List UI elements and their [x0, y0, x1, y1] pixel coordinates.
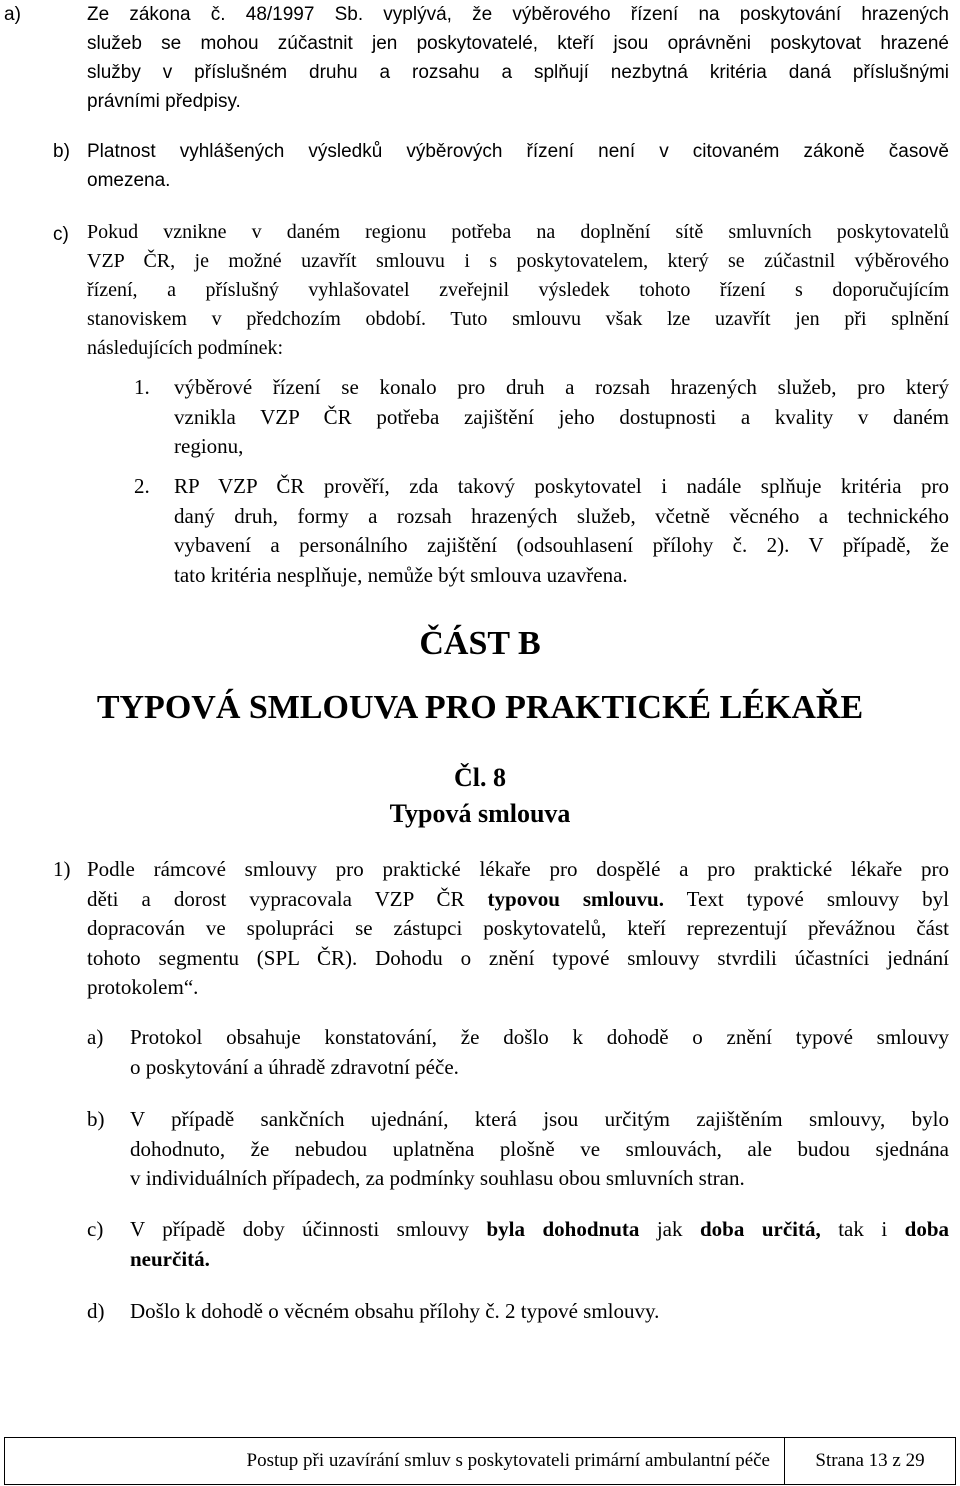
part-title: ČÁST B [419, 625, 541, 662]
paragraph-1-text: děti a dorost vypracovala VZP ČR [87, 886, 488, 911]
sub-item-b-line: v individuálních případech, za podmínky souhlasu obou smluvních stran. [130, 1166, 745, 1190]
sub-item-b-label: b) [87, 1107, 105, 1131]
paragraph-1-text: Text typové smlouvy byl [664, 886, 950, 911]
sub-item-a-line: o poskytování a úhradě zdravotní péče. [130, 1054, 459, 1079]
paragraph-1-line: protokolem“. [87, 975, 199, 999]
condition-1-line: výběrové řízení se konalo pro druh a rozsah hrazených služeb, pro který [174, 375, 949, 399]
condition-2-line: daný druh, formy a rozsah hrazených služeb, včetně věcného a technického [174, 503, 949, 528]
sub-item-c-line [130, 1245, 949, 1275]
item-a-line: služby v příslušném druhu a rozsahu a splňují nezbytná kritéria daná příslušnými [87, 62, 949, 83]
item-b-line: Platnost vyhlášených výsledků výběrových řízení není v citovaném zákoně časově [87, 141, 949, 162]
contract-title: TYPOVÁ SMLOUVA PRO PRAKTICKÉ LÉKAŘE [96, 689, 864, 726]
paragraph-1-line: tohoto segmentu (SPL ČR). Dohodu o znění typové smlouvy stvrdili účastníci jednání [87, 945, 949, 970]
sub-item-c-bold: doba určitá, [699, 1217, 821, 1241]
item-a-label: a) [4, 4, 21, 25]
condition-2-num: 2. [134, 474, 150, 498]
condition-1-line: regionu, [174, 434, 244, 458]
condition-1-num: 1. [134, 375, 150, 399]
paragraph-1-line [87, 885, 949, 915]
item-b-label: b) [53, 141, 70, 162]
item-c-line: VZP ČR, je možné uzavřít smlouvu i s poskytovatelem, který se zúčastnil výběrového [87, 250, 949, 272]
paragraph-1-line: dopracován ve spolupráci se zástupci poskytovatelů, kteří reprezentují převážnou část [87, 916, 949, 940]
paragraph-1-num: 1) [53, 857, 71, 881]
item-c-line: řízení, a příslušný vyhlašovatel zveřejnil výsledek tohoto řízení s doporučujícím [87, 279, 949, 301]
condition-2-line: tato kritéria nesplňuje, nemůže být smlouva uzavřena. [174, 562, 628, 587]
sub-item-d-line: Došlo k dohodě o věcném obsahu přílohy č. 2 typové smlouvy. [130, 1299, 660, 1323]
typova-smlouva-bold: typovou smlouvu. [487, 886, 664, 911]
paragraph-1-line: Podle rámcové smlouvy pro praktické lékaře pro dospělé a pro praktické lékaře pro [87, 857, 949, 881]
sub-item-c-bold: neurčitá. [130, 1246, 210, 1271]
sub-item-c-text: V případě doby účinnosti smlouvy [130, 1217, 487, 1241]
condition-1-line: vznikla VZP ČR potřeba zajištění jeho dostupnosti a kvality v daném [174, 404, 949, 429]
sub-item-c-text: jak [639, 1217, 700, 1241]
page-footer [4, 1437, 956, 1485]
item-c-line: Pokud vznikne v daném regionu potřeba na doplnění sítě smluvních poskytovatelů [87, 221, 949, 243]
footer-page-number: Strana 13 z 29 [815, 1450, 925, 1471]
footer-title: Postup při uzavírání smluv s poskytovateli primární ambulantní péče [5, 1438, 785, 1484]
condition-2-line: vybavení a personálního zajištění (odsouhlasení přílohy č. 2). V případě, že [174, 533, 949, 557]
item-b-line: omezena. [87, 170, 171, 191]
sub-item-c-line [130, 1215, 949, 1245]
item-a-line: služeb se mohou zúčastnit jen poskytovatelé, kteří jsou oprávněni poskytovat hrazené [87, 33, 949, 54]
condition-2-line: RP VZP ČR prověří, zda takový poskytovatel i nadále splňuje kritéria pro [174, 474, 949, 498]
item-a-line: Ze zákona č. 48/1997 Sb. vyplývá, že výběrového řízení na poskytování hrazených [87, 4, 949, 25]
sub-item-b-line: V případě sankčních ujednání, která jsou určitým zajištěním smlouvy, bylo [130, 1107, 949, 1131]
sub-item-a-line: Protokol obsahuje konstatování, že došlo k dohodě o znění typové smlouvy [130, 1025, 949, 1049]
sub-item-d-label: d) [87, 1299, 105, 1323]
sub-item-c-text: tak i [820, 1217, 905, 1241]
sub-item-b-line: dohodnuto, že nebudou uplatněna plošně ve smlouvách, ale budou sjednána [130, 1136, 949, 1161]
sub-item-c-bold: doba [904, 1217, 949, 1241]
item-c-label: c) [53, 224, 69, 245]
item-c-line: následujících podmínek: [87, 337, 284, 359]
sub-item-a-label: a) [87, 1025, 104, 1049]
article-title: Typová smlouva [389, 799, 571, 828]
sub-item-c-label: c) [87, 1217, 104, 1241]
article-number: Čl. 8 [454, 763, 506, 792]
item-c-line: stanoviskem v předchozím období. Tuto smlouvu však lze uzavřít jen při splnění [87, 308, 949, 330]
item-a-line: právními předpisy. [87, 91, 241, 112]
sub-item-c-bold: byla dohodnuta [486, 1217, 640, 1241]
